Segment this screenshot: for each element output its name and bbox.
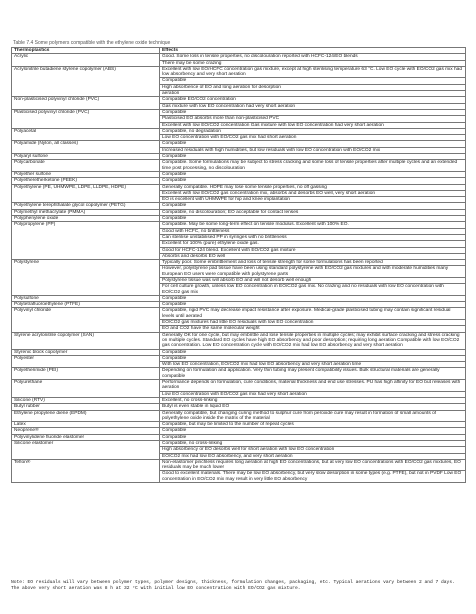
effect-cell: High absorbence of EO and long aeration for desorption [160, 84, 466, 90]
effect-cell: EO/CO2 gas mixtures had little EO residuals with low EO concentration [160, 320, 466, 326]
effect-cell: Good with HCFC, no brittleness [160, 228, 466, 234]
effect-cell: Good. Some loss in tensile properties, no discolouration reported with HCFC-124/EO blends [160, 54, 466, 60]
material-cell: Silicone (RTV) [12, 397, 160, 403]
material-cell: Acrylonitrile butadiene styrene copolymer (ABS) [12, 66, 160, 96]
effect-cell: Compatible EO/CO2 concentration [160, 97, 466, 103]
effect-cell: Generally OK for one cycle, but may embrittle and lose tensile properties in multiple cycles; may exhibit surface cracking and stress cracking on multiple cycles. Standard EO cycles have high EO absorbency and poor desorption; requiring long aeration Compatible with low EO/CO2 gas concentration. Low EO concentration cycle with EO/CO2 mix had low EO absorbency and very short aeration [160, 332, 466, 349]
effect-cell: Compatible [160, 434, 466, 440]
effect-cell: EO/CO2 mix had low EO absorbency, and very short aeration [160, 453, 466, 459]
compatibility-table [11, 47, 466, 483]
effect-cell: Compatible [160, 349, 466, 355]
effect-cell: Plasticised EO absorbs more than non-plasticised PVC [160, 116, 466, 122]
effect-cell: Compatible. Some formulations may be subject to stress cracking and some loss of tensile properties after multiple cycles and an extended time post processing, no discolouration [160, 160, 466, 172]
table-row [12, 160, 466, 172]
table-row [12, 410, 466, 422]
effect-cell: Compatible [160, 302, 466, 308]
material-cell: Polyethylene (PE, UHMWPE, LDPE, LLDPE, HDPE) [12, 184, 160, 203]
effect-cell: Compatible [160, 428, 466, 434]
effect-cell: Compatible, rigid PVC may decrease impact resistance after exposure. Medical-grade plasticised tubing may contain significant residual levels until aerated [160, 308, 466, 320]
table-row [12, 66, 466, 78]
effect-cell: Compatible [160, 295, 466, 301]
material-cell: Polysulfone [12, 295, 160, 301]
effect-cell: Excellent, no cross-linking [160, 397, 466, 403]
effect-cell: Compatible [160, 109, 466, 115]
table-wrapper [11, 40, 465, 483]
effect-cell: Typically poor. Some embrittlement and loss of tensile strength for some formulations has been reported [160, 260, 466, 266]
material-cell: Styrenic block copolymer [12, 349, 160, 355]
effect-cell: Depending on formulation and application. Very thin tubing may present compatibility issues. Bulk structural materials are generally compatible [160, 368, 466, 380]
effect-cell: EO is excellent with UHMWPE for hip and knee implantation [160, 197, 466, 203]
effect-cell: aeration [160, 91, 466, 97]
effect-cell: Absorbs and desorbs EO well [160, 253, 466, 259]
effect-cell: However, polystyrene pad tissue have been using standard polystyrene with EO/CO2 gas mixtures and with moderate humidities many European EO users were compatible with polystyrene parts [160, 266, 466, 278]
effect-cell: Compatible [160, 78, 466, 84]
table-caption: Table 7.4 Some polymers compatible with the ethylene oxide technique [13, 40, 171, 46]
effect-cell: Compatible, but may be limited to the number of repeat cycles [160, 422, 466, 428]
effect-cell: Good to excellent materials. There may be low EO absorbency, but very slow desorption in some types (e.g. PTFE), but not in PVDF Low EO concentration in EO/CO2 mix may result in very little EO absorbency [160, 471, 466, 483]
effect-cell: Compatible. May be some long-term effect on tensile modulus. Excellent with 100% EO. [160, 222, 466, 228]
table-row [12, 308, 466, 320]
material-cell: Polyurethane [12, 380, 160, 398]
effect-cell: Compatible [160, 203, 466, 209]
effect-cell: EO and CO2 have the same molecular weight [160, 326, 466, 332]
effect-cell: Generally compatible. HDPE may lose some tensile properties, no off gassing [160, 184, 466, 190]
effect-cell: Butyl is even stable in liquid EO [160, 404, 466, 410]
effect-cell: Polystyrene tissue was will absorb EO and will not desorb well enough [160, 277, 466, 283]
effect-cell: Low EO concentration with EO/CO2 gas mix had short aeration [160, 135, 466, 141]
material-cell: Polyether sulfone [12, 171, 160, 177]
table-row [12, 368, 466, 380]
material-cell: Polystyrene [12, 260, 160, 296]
material-cell: Polyacetal [12, 128, 160, 141]
material-cell: Teflon® [12, 459, 160, 482]
effect-cell: Excellent for 100% (pure) ethylene oxide gas. [160, 241, 466, 247]
effect-cell: Increased residuals with high humidities, but low residuals with low EO concentration with EO/CO2 mix [160, 147, 466, 153]
material-cell: Polypropylene (PP) [12, 222, 160, 260]
material-cell: Acrylic [12, 54, 160, 67]
material-cell: Polytetrafluoroethylene (PTFE) [12, 302, 160, 308]
effect-cell: Excellent with low EO/CO2 concentration Gas mixture with low EO concentration had very short aeration [160, 122, 466, 128]
material-cell: Latex [12, 422, 160, 428]
effect-cell: Compatible [160, 141, 466, 147]
effect-cell: With low EO concentration, EO/CO2 mix had low EO absorbency and very short aeration time [160, 362, 466, 368]
effect-cell: Non-elastomer pinchless requires long aeration at high EO concentrations, but at very low EO concentrations with EO/CO2 gas mixtures, EO residuals may be much lower [160, 459, 466, 471]
effect-cell: Gas mixture with low EO concentration had very short aeration [160, 103, 466, 109]
effect-cell: Compatible [160, 171, 466, 177]
effect-cell: Generally compatible, but changing curing method to sulphur cure from peroxide cure may result in formation of small amounts of polyethylene oxide inside the matrix of the material [160, 410, 466, 422]
effect-cell: Excellent with low EO/CO2 gas concentration mix, absorbs and desorbs EO well, very short aeration [160, 190, 466, 196]
effect-cell: Good for HCFC-124 blend. Excellent with EO/CO2 gas mixture [160, 247, 466, 253]
material-cell: Neoprene® [12, 428, 160, 434]
material-cell: Plasticised polyvinyl chloride (PVC) [12, 109, 160, 128]
table-body [12, 54, 466, 483]
effect-cell: Compatible, no cross-linking [160, 441, 466, 447]
effect-cell: Compatible [160, 355, 466, 361]
material-cell: Polycarbonate [12, 160, 160, 172]
material-cell: Polymethyl methacrylate (PMMA) [12, 209, 160, 215]
effect-cell: There may be some crazing [160, 60, 466, 66]
material-cell: Non-plasticised polyvinyl chloride (PVC) [12, 97, 160, 110]
material-cell: Polyaryl sulfone [12, 154, 160, 160]
material-cell: Butyl rubber [12, 404, 160, 410]
header-effects: Effects [160, 48, 466, 54]
material-cell: Ethylene propylene diene (EPDM) [12, 410, 160, 422]
effect-cell: Compatible, no discolouration; EO acceptable for contact lenses [160, 209, 466, 215]
table-row [12, 332, 466, 349]
material-cell: Polyvinylidene fluoride elastomer [12, 434, 160, 440]
material-cell: Polyvinyl chloride [12, 308, 160, 332]
material-cell: Polyamide (Nylon, all classes) [12, 141, 160, 154]
effect-cell: For cell culture growth, unless low EO concentration in EO/CO2 gas mix. No crazing and no residuals with low EO concentration with EO/CO2 gas mix [160, 284, 466, 296]
effect-cell: Compatible [160, 178, 466, 184]
material-cell: Polyetherimide (PEI) [12, 368, 160, 380]
effect-cell: Can sterilise unstabilised PP in syringes with no brittleness [160, 234, 466, 240]
effect-cell: Compatible [160, 154, 466, 160]
material-cell: Polyethylene terephthalate glycol copolymer (PETG) [12, 203, 160, 209]
material-cell: Polyester [12, 355, 160, 368]
material-cell: Polyetheretherketone (PEEK) [12, 178, 160, 184]
effect-cell: Compatible [160, 216, 466, 222]
effect-cell: Low EO concentration with EO/CO2 gas mix had very short aeration [160, 391, 466, 397]
table-row [12, 459, 466, 471]
effect-cell: Compatible, no degradation [160, 128, 466, 134]
effect-cell: Performance depends on formulation, cure conditions, material thickness and end use stresses. PU has high affinity for EO but releases with aeration [160, 380, 466, 392]
material-cell: Silicone elastomer [12, 441, 160, 460]
effect-cell: High absorbency or EO desorbs well for short aeration with low EO concentration [160, 447, 466, 453]
material-cell: Polyphenylene oxide [12, 216, 160, 222]
table-note: Note: EO residuals will vary between polymer types, polymer designs, thickness, formulation changes, packaging, etc. Typical aerations vary between 2 and 7 days. The above very short aeration was 8 h at 32 °C with initial low EO concentration with EO/CO2 gas mixture. [11, 580, 455, 592]
table-row [12, 380, 466, 392]
effect-cell: Excellent with low EO/HCFC concentration gas mixture, except at high sterilising temperature 63 °C. Low EO cycle with EO/CO2 gas mix had low absorbency and very short aeration [160, 66, 466, 78]
header-thermoplastics: Thermoplastics [12, 48, 160, 54]
material-cell: Styrene acrylonitrile copolymer (SAN) [12, 332, 160, 349]
